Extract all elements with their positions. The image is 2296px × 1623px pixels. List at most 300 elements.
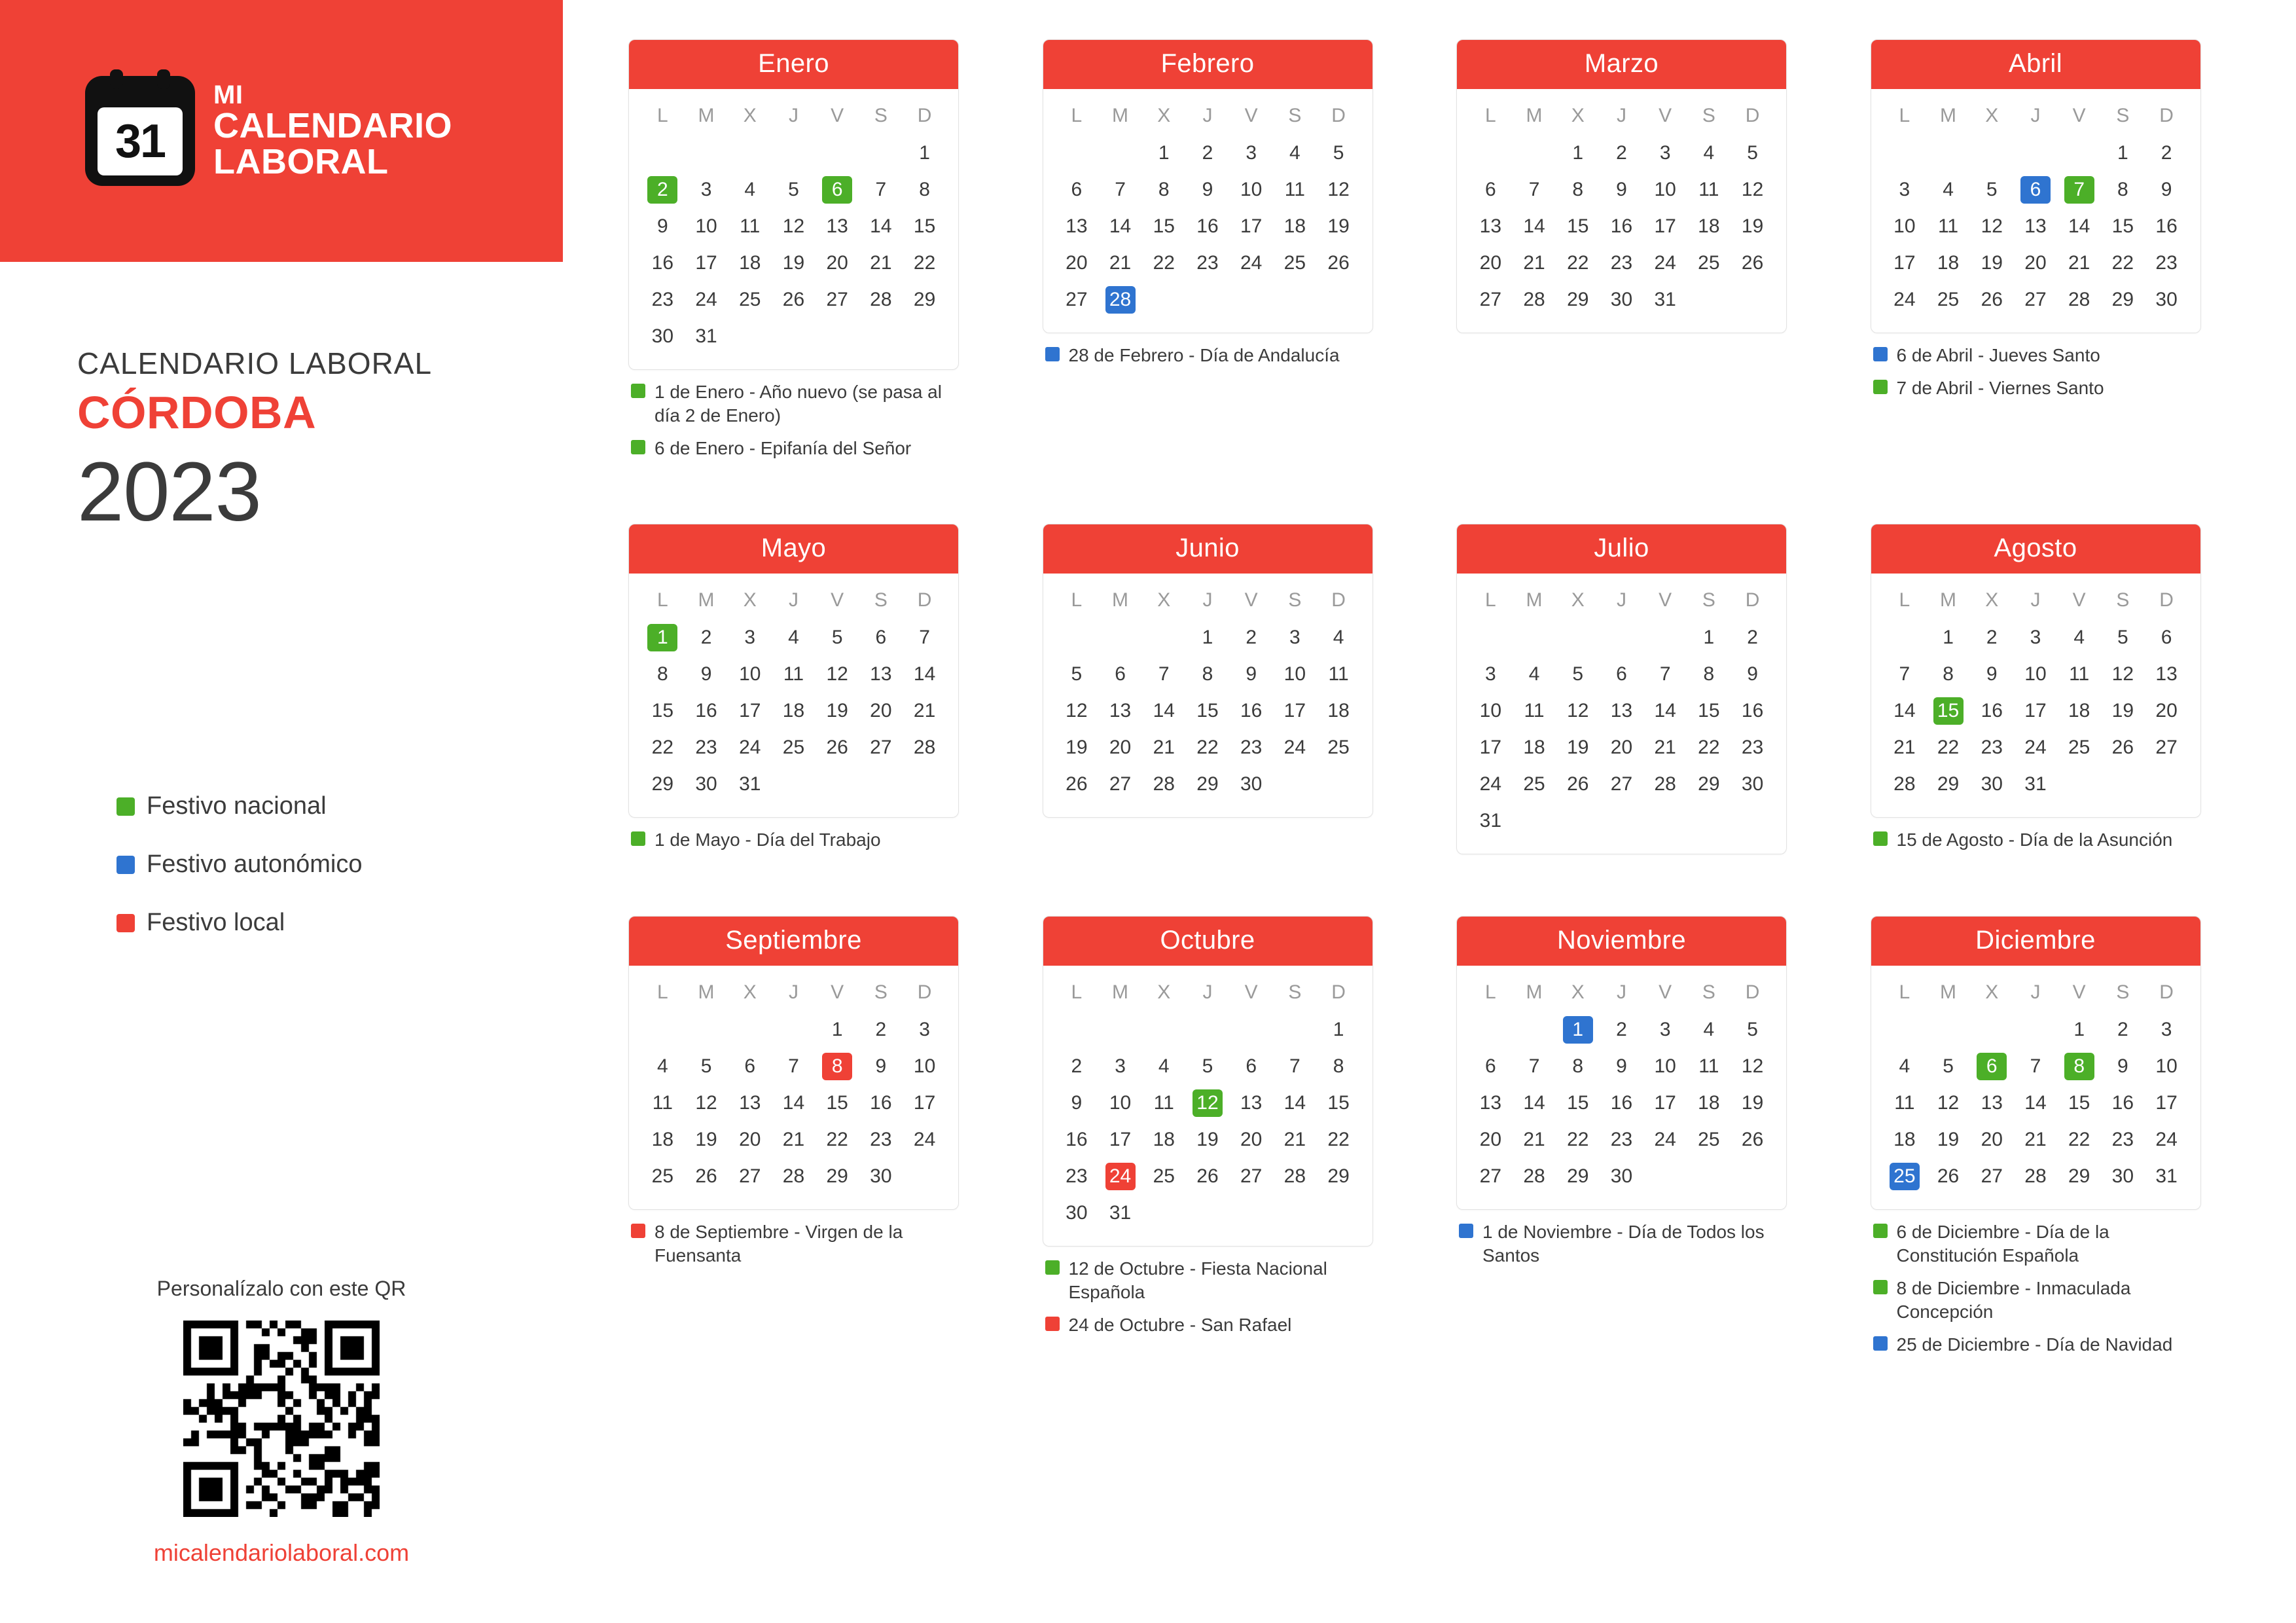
day-cell[interactable] [1513, 729, 1556, 766]
day-cell[interactable] [728, 1158, 772, 1195]
day-cell[interactable] [2014, 208, 2058, 245]
day-cell[interactable] [1273, 172, 1317, 208]
day-cell[interactable] [2057, 729, 2101, 766]
day-cell[interactable] [2145, 172, 2189, 208]
day-cell[interactable] [1600, 172, 1643, 208]
day-cell[interactable] [772, 245, 816, 282]
day-cell[interactable] [2014, 766, 2058, 803]
day-cell[interactable] [1731, 245, 1774, 282]
day-cell[interactable] [1731, 172, 1774, 208]
day-cell[interactable] [1556, 729, 1600, 766]
day-cell[interactable] [1469, 693, 1513, 729]
day-cell[interactable] [2057, 1012, 2101, 1048]
day-cell[interactable] [1273, 135, 1317, 172]
day-cell[interactable] [2145, 619, 2189, 656]
day-cell[interactable] [1469, 1085, 1513, 1122]
day-cell[interactable] [816, 1158, 859, 1195]
day-cell[interactable] [1687, 1048, 1731, 1085]
day-cell[interactable] [728, 693, 772, 729]
day-cell[interactable] [1600, 1158, 1643, 1195]
day-cell[interactable] [772, 729, 816, 766]
day-cell[interactable] [1513, 172, 1556, 208]
day-cell[interactable] [2057, 1048, 2101, 1085]
day-cell[interactable] [1970, 282, 2014, 318]
day-cell[interactable] [1469, 1122, 1513, 1158]
day-cell[interactable] [1687, 208, 1731, 245]
day-cell[interactable] [1186, 172, 1230, 208]
day-cell[interactable] [641, 619, 685, 656]
day-cell[interactable] [1055, 656, 1099, 693]
day-cell[interactable] [1229, 729, 1273, 766]
day-cell[interactable] [816, 1122, 859, 1158]
day-cell[interactable] [641, 1158, 685, 1195]
day-cell[interactable] [1883, 766, 1927, 803]
day-cell[interactable] [685, 766, 728, 803]
day-cell[interactable] [1273, 693, 1317, 729]
day-cell[interactable] [816, 1085, 859, 1122]
day-cell[interactable] [2145, 1085, 2189, 1122]
day-cell[interactable] [1229, 172, 1273, 208]
day-cell[interactable] [1055, 172, 1099, 208]
day-cell[interactable] [903, 693, 946, 729]
day-cell[interactable] [2101, 135, 2145, 172]
day-cell[interactable] [1513, 693, 1556, 729]
day-cell[interactable] [1687, 1122, 1731, 1158]
day-cell[interactable] [1142, 172, 1186, 208]
day-cell[interactable] [641, 693, 685, 729]
day-cell[interactable] [1970, 1122, 2014, 1158]
day-cell[interactable] [1970, 766, 2014, 803]
day-cell[interactable] [816, 729, 859, 766]
day-cell[interactable] [2057, 619, 2101, 656]
day-cell[interactable] [772, 1122, 816, 1158]
website-link[interactable]: micalendariolaboral.com [153, 1539, 410, 1566]
day-cell[interactable] [816, 656, 859, 693]
day-cell[interactable] [1273, 1158, 1317, 1195]
day-cell[interactable] [641, 1122, 685, 1158]
day-cell[interactable] [1317, 208, 1361, 245]
day-cell[interactable] [1317, 135, 1361, 172]
day-cell[interactable] [1229, 1048, 1273, 1085]
day-cell[interactable] [1687, 245, 1731, 282]
day-cell[interactable] [1687, 693, 1731, 729]
day-cell[interactable] [1098, 1048, 1142, 1085]
day-cell[interactable] [1600, 282, 1643, 318]
day-cell[interactable] [2101, 1085, 2145, 1122]
day-cell[interactable] [1142, 135, 1186, 172]
day-cell[interactable] [1273, 1122, 1317, 1158]
day-cell[interactable] [1098, 1122, 1142, 1158]
day-cell[interactable] [1513, 1158, 1556, 1195]
day-cell[interactable] [1229, 208, 1273, 245]
day-cell[interactable] [2057, 1158, 2101, 1195]
day-cell[interactable] [1469, 282, 1513, 318]
day-cell[interactable] [728, 245, 772, 282]
day-cell[interactable] [1317, 729, 1361, 766]
day-cell[interactable] [1055, 1085, 1099, 1122]
day-cell[interactable] [816, 282, 859, 318]
day-cell[interactable] [1883, 1122, 1927, 1158]
day-cell[interactable] [1687, 135, 1731, 172]
day-cell[interactable] [1317, 1158, 1361, 1195]
day-cell[interactable] [2101, 245, 2145, 282]
day-cell[interactable] [2014, 282, 2058, 318]
day-cell[interactable] [2057, 172, 2101, 208]
day-cell[interactable] [1273, 1085, 1317, 1122]
day-cell[interactable] [859, 245, 903, 282]
day-cell[interactable] [1055, 766, 1099, 803]
day-cell[interactable] [728, 172, 772, 208]
day-cell[interactable] [1142, 656, 1186, 693]
day-cell[interactable] [1469, 803, 1513, 839]
day-cell[interactable] [1970, 245, 2014, 282]
day-cell[interactable] [1513, 1122, 1556, 1158]
day-cell[interactable] [1556, 208, 1600, 245]
day-cell[interactable] [1926, 208, 1970, 245]
day-cell[interactable] [1970, 172, 2014, 208]
day-cell[interactable] [1643, 656, 1687, 693]
day-cell[interactable] [1883, 245, 1927, 282]
day-cell[interactable] [859, 1048, 903, 1085]
day-cell[interactable] [903, 729, 946, 766]
day-cell[interactable] [772, 1158, 816, 1195]
day-cell[interactable] [1229, 693, 1273, 729]
day-cell[interactable] [1055, 1195, 1099, 1231]
day-cell[interactable] [685, 208, 728, 245]
day-cell[interactable] [2014, 729, 2058, 766]
day-cell[interactable] [1926, 656, 1970, 693]
day-cell[interactable] [1513, 208, 1556, 245]
day-cell[interactable] [859, 172, 903, 208]
day-cell[interactable] [1926, 729, 1970, 766]
day-cell[interactable] [1926, 1048, 1970, 1085]
day-cell[interactable] [772, 619, 816, 656]
day-cell[interactable] [728, 1085, 772, 1122]
day-cell[interactable] [859, 619, 903, 656]
day-cell[interactable] [1970, 1048, 2014, 1085]
day-cell[interactable] [1687, 1085, 1731, 1122]
day-cell[interactable] [1142, 245, 1186, 282]
day-cell[interactable] [1883, 1085, 1927, 1122]
day-cell[interactable] [1687, 1012, 1731, 1048]
day-cell[interactable] [1556, 1158, 1600, 1195]
day-cell[interactable] [1513, 766, 1556, 803]
day-cell[interactable] [728, 1048, 772, 1085]
day-cell[interactable] [1687, 172, 1731, 208]
day-cell[interactable] [1643, 245, 1687, 282]
day-cell[interactable] [1731, 1048, 1774, 1085]
day-cell[interactable] [1142, 208, 1186, 245]
day-cell[interactable] [1186, 1085, 1230, 1122]
day-cell[interactable] [685, 656, 728, 693]
day-cell[interactable] [1926, 766, 1970, 803]
day-cell[interactable] [816, 619, 859, 656]
day-cell[interactable] [1556, 172, 1600, 208]
day-cell[interactable] [1098, 693, 1142, 729]
day-cell[interactable] [1643, 172, 1687, 208]
day-cell[interactable] [685, 1048, 728, 1085]
day-cell[interactable] [1142, 693, 1186, 729]
day-cell[interactable] [728, 729, 772, 766]
qr-code[interactable] [183, 1321, 380, 1517]
day-cell[interactable] [1186, 208, 1230, 245]
day-cell[interactable] [1229, 1158, 1273, 1195]
day-cell[interactable] [1556, 1012, 1600, 1048]
day-cell[interactable] [1055, 245, 1099, 282]
day-cell[interactable] [1926, 619, 1970, 656]
day-cell[interactable] [903, 1085, 946, 1122]
day-cell[interactable] [641, 1048, 685, 1085]
day-cell[interactable] [685, 619, 728, 656]
day-cell[interactable] [1317, 693, 1361, 729]
day-cell[interactable] [685, 693, 728, 729]
day-cell[interactable] [1687, 619, 1731, 656]
day-cell[interactable] [1643, 1012, 1687, 1048]
day-cell[interactable] [2101, 1048, 2145, 1085]
day-cell[interactable] [1556, 1085, 1600, 1122]
day-cell[interactable] [2101, 208, 2145, 245]
day-cell[interactable] [1600, 245, 1643, 282]
day-cell[interactable] [1600, 1012, 1643, 1048]
day-cell[interactable] [1513, 282, 1556, 318]
day-cell[interactable] [1098, 208, 1142, 245]
day-cell[interactable] [1556, 135, 1600, 172]
day-cell[interactable] [1883, 656, 1927, 693]
day-cell[interactable] [1600, 1048, 1643, 1085]
day-cell[interactable] [2014, 1048, 2058, 1085]
day-cell[interactable] [859, 693, 903, 729]
day-cell[interactable] [1556, 282, 1600, 318]
day-cell[interactable] [685, 172, 728, 208]
day-cell[interactable] [1317, 172, 1361, 208]
day-cell[interactable] [1556, 1048, 1600, 1085]
day-cell[interactable] [2014, 1122, 2058, 1158]
day-cell[interactable] [1926, 282, 1970, 318]
day-cell[interactable] [1643, 135, 1687, 172]
day-cell[interactable] [1731, 1085, 1774, 1122]
day-cell[interactable] [859, 1158, 903, 1195]
day-cell[interactable] [2101, 656, 2145, 693]
day-cell[interactable] [1186, 1122, 1230, 1158]
day-cell[interactable] [1883, 729, 1927, 766]
day-cell[interactable] [1600, 766, 1643, 803]
day-cell[interactable] [1098, 729, 1142, 766]
day-cell[interactable] [2057, 1085, 2101, 1122]
day-cell[interactable] [1098, 1085, 1142, 1122]
day-cell[interactable] [1970, 208, 2014, 245]
day-cell[interactable] [1687, 656, 1731, 693]
day-cell[interactable] [1055, 1158, 1099, 1195]
day-cell[interactable] [1970, 693, 2014, 729]
day-cell[interactable] [859, 1122, 903, 1158]
day-cell[interactable] [685, 1122, 728, 1158]
day-cell[interactable] [685, 1158, 728, 1195]
day-cell[interactable] [903, 245, 946, 282]
day-cell[interactable] [772, 656, 816, 693]
day-cell[interactable] [1513, 1048, 1556, 1085]
day-cell[interactable] [2145, 135, 2189, 172]
day-cell[interactable] [2101, 693, 2145, 729]
day-cell[interactable] [816, 208, 859, 245]
day-cell[interactable] [1731, 619, 1774, 656]
day-cell[interactable] [1600, 1122, 1643, 1158]
day-cell[interactable] [2145, 729, 2189, 766]
day-cell[interactable] [1513, 1085, 1556, 1122]
day-cell[interactable] [1186, 619, 1230, 656]
day-cell[interactable] [2101, 1012, 2145, 1048]
day-cell[interactable] [1556, 1122, 1600, 1158]
day-cell[interactable] [1687, 729, 1731, 766]
day-cell[interactable] [2145, 1012, 2189, 1048]
day-cell[interactable] [816, 693, 859, 729]
day-cell[interactable] [903, 135, 946, 172]
day-cell[interactable] [685, 318, 728, 355]
day-cell[interactable] [1643, 282, 1687, 318]
day-cell[interactable] [1556, 693, 1600, 729]
day-cell[interactable] [1883, 1048, 1927, 1085]
day-cell[interactable] [685, 1085, 728, 1122]
day-cell[interactable] [772, 172, 816, 208]
day-cell[interactable] [1273, 208, 1317, 245]
day-cell[interactable] [1273, 619, 1317, 656]
day-cell[interactable] [1229, 1122, 1273, 1158]
day-cell[interactable] [816, 1012, 859, 1048]
day-cell[interactable] [859, 208, 903, 245]
day-cell[interactable] [1731, 135, 1774, 172]
day-cell[interactable] [816, 172, 859, 208]
day-cell[interactable] [859, 1085, 903, 1122]
day-cell[interactable] [859, 282, 903, 318]
day-cell[interactable] [772, 208, 816, 245]
day-cell[interactable] [2101, 282, 2145, 318]
day-cell[interactable] [1600, 208, 1643, 245]
day-cell[interactable] [2057, 208, 2101, 245]
day-cell[interactable] [1731, 693, 1774, 729]
day-cell[interactable] [1926, 1158, 1970, 1195]
day-cell[interactable] [1600, 1085, 1643, 1122]
day-cell[interactable] [1142, 766, 1186, 803]
day-cell[interactable] [1469, 245, 1513, 282]
day-cell[interactable] [1469, 1158, 1513, 1195]
day-cell[interactable] [1098, 245, 1142, 282]
day-cell[interactable] [1556, 245, 1600, 282]
day-cell[interactable] [903, 208, 946, 245]
day-cell[interactable] [1600, 656, 1643, 693]
day-cell[interactable] [903, 1048, 946, 1085]
day-cell[interactable] [1229, 135, 1273, 172]
day-cell[interactable] [641, 245, 685, 282]
day-cell[interactable] [1970, 656, 2014, 693]
day-cell[interactable] [1883, 208, 1927, 245]
day-cell[interactable] [903, 1012, 946, 1048]
day-cell[interactable] [1317, 619, 1361, 656]
day-cell[interactable] [641, 172, 685, 208]
day-cell[interactable] [2101, 729, 2145, 766]
day-cell[interactable] [1055, 282, 1099, 318]
day-cell[interactable] [1317, 245, 1361, 282]
day-cell[interactable] [1186, 766, 1230, 803]
day-cell[interactable] [1731, 656, 1774, 693]
day-cell[interactable] [903, 656, 946, 693]
day-cell[interactable] [1098, 766, 1142, 803]
day-cell[interactable] [1643, 693, 1687, 729]
day-cell[interactable] [685, 282, 728, 318]
day-cell[interactable] [1643, 1048, 1687, 1085]
day-cell[interactable] [859, 1012, 903, 1048]
day-cell[interactable] [2101, 172, 2145, 208]
day-cell[interactable] [1731, 1012, 1774, 1048]
day-cell[interactable] [1469, 1048, 1513, 1085]
day-cell[interactable] [1098, 282, 1142, 318]
day-cell[interactable] [1970, 1158, 2014, 1195]
day-cell[interactable] [1469, 172, 1513, 208]
day-cell[interactable] [1055, 208, 1099, 245]
day-cell[interactable] [1186, 656, 1230, 693]
day-cell[interactable] [641, 656, 685, 693]
day-cell[interactable] [1273, 245, 1317, 282]
day-cell[interactable] [1643, 208, 1687, 245]
day-cell[interactable] [1643, 1122, 1687, 1158]
day-cell[interactable] [1687, 766, 1731, 803]
day-cell[interactable] [2145, 1048, 2189, 1085]
day-cell[interactable] [1317, 1012, 1361, 1048]
day-cell[interactable] [903, 282, 946, 318]
day-cell[interactable] [1970, 619, 2014, 656]
day-cell[interactable] [641, 766, 685, 803]
day-cell[interactable] [728, 656, 772, 693]
day-cell[interactable] [1098, 1158, 1142, 1195]
day-cell[interactable] [1469, 208, 1513, 245]
day-cell[interactable] [1731, 1122, 1774, 1158]
day-cell[interactable] [1317, 1122, 1361, 1158]
day-cell[interactable] [685, 729, 728, 766]
day-cell[interactable] [1098, 1195, 1142, 1231]
day-cell[interactable] [1186, 693, 1230, 729]
day-cell[interactable] [2014, 693, 2058, 729]
day-cell[interactable] [2057, 1122, 2101, 1158]
day-cell[interactable] [1229, 766, 1273, 803]
day-cell[interactable] [641, 729, 685, 766]
day-cell[interactable] [728, 282, 772, 318]
day-cell[interactable] [1643, 729, 1687, 766]
day-cell[interactable] [1883, 172, 1927, 208]
day-cell[interactable] [1926, 693, 1970, 729]
day-cell[interactable] [1317, 656, 1361, 693]
day-cell[interactable] [1317, 1048, 1361, 1085]
day-cell[interactable] [2145, 693, 2189, 729]
day-cell[interactable] [2101, 619, 2145, 656]
day-cell[interactable] [685, 245, 728, 282]
day-cell[interactable] [1317, 1085, 1361, 1122]
day-cell[interactable] [1731, 729, 1774, 766]
day-cell[interactable] [1970, 729, 2014, 766]
day-cell[interactable] [1273, 656, 1317, 693]
day-cell[interactable] [2057, 282, 2101, 318]
day-cell[interactable] [1098, 656, 1142, 693]
day-cell[interactable] [772, 1085, 816, 1122]
day-cell[interactable] [1731, 766, 1774, 803]
day-cell[interactable] [1273, 1048, 1317, 1085]
day-cell[interactable] [772, 1048, 816, 1085]
day-cell[interactable] [1883, 1158, 1927, 1195]
day-cell[interactable] [1926, 245, 1970, 282]
day-cell[interactable] [1142, 1048, 1186, 1085]
day-cell[interactable] [2014, 1085, 2058, 1122]
day-cell[interactable] [641, 318, 685, 355]
day-cell[interactable] [2014, 172, 2058, 208]
day-cell[interactable] [1556, 656, 1600, 693]
day-cell[interactable] [1098, 172, 1142, 208]
